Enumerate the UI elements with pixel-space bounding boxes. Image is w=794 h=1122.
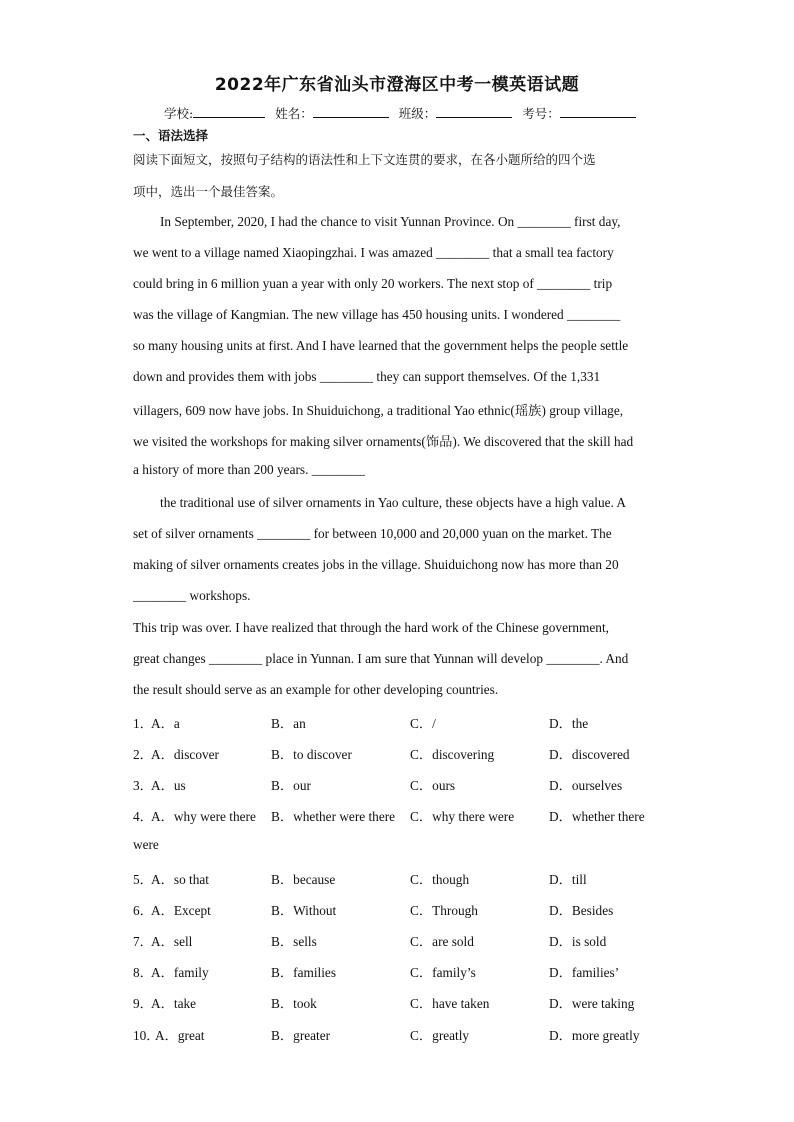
question-row — [133, 775, 673, 795]
option-d[interactable]: D．is sold — [549, 934, 607, 949]
passage-line: so many housing units at first. And I have learned that the government helps the people settle — [133, 338, 629, 353]
school-label: 学校: — [164, 106, 194, 121]
option-b[interactable]: B．Without — [271, 903, 337, 918]
question-number: 5． — [133, 872, 153, 887]
passage-line: This trip was over. I have realized that through the hard work of the Chinese government, — [133, 620, 609, 635]
question-row — [133, 744, 673, 764]
question-number: 1． — [133, 716, 153, 731]
option-b[interactable]: B．sells — [271, 934, 317, 949]
option-b[interactable]: B．because — [271, 872, 336, 887]
option-a[interactable]: A．family — [151, 965, 209, 980]
option-d[interactable]: D．Besides — [549, 903, 614, 918]
option-b[interactable]: B．took — [271, 996, 317, 1011]
passage-line: In September, 2020, I had the chance to visit Yunnan Province. On ________ first day, — [160, 214, 621, 229]
question-number: 8． — [133, 965, 153, 980]
option-a[interactable]: A．discover — [151, 747, 219, 762]
question-number: 4． — [133, 809, 153, 824]
student-info-fields — [164, 104, 642, 122]
option-c[interactable]: C．family’s — [410, 965, 476, 980]
option-a[interactable]: A．us — [151, 778, 186, 793]
option-c[interactable]: C．discovering — [410, 747, 495, 762]
passage-line: great changes ________ place in Yunnan. I am sure that Yunnan will develop ________. And — [133, 651, 629, 666]
page-title: 2022年广东省汕头市澄海区中考一模英语试题 — [214, 75, 580, 95]
option-d[interactable]: D．more greatly — [549, 1028, 640, 1043]
passage-line: villagers, 609 now have jobs. In Shuiduichong, a traditional Yao ethnic(瑶族) group village, — [133, 403, 624, 418]
option-d[interactable]: D．till — [549, 872, 587, 887]
option-b[interactable]: B．whether were there — [271, 809, 396, 824]
passage-line: ________ workshops. — [133, 588, 251, 603]
question-row — [133, 931, 673, 951]
exam-no-field[interactable] — [560, 105, 636, 118]
school-field[interactable] — [193, 105, 265, 118]
option-c[interactable]: C．greatly — [410, 1028, 470, 1043]
passage-line: the traditional use of silver ornaments in Yao culture, these objects have a high value. A — [160, 495, 627, 510]
option-d[interactable]: D．ourselves — [549, 778, 623, 793]
option-b[interactable]: B．greater — [271, 1028, 331, 1043]
option-a[interactable]: A．Except — [151, 903, 211, 918]
question-row — [133, 993, 673, 1013]
option-d[interactable]: D．were taking — [549, 996, 635, 1011]
option-b[interactable]: B．families — [271, 965, 336, 980]
exam-no-label: 考号： — [522, 106, 560, 121]
question-row — [133, 713, 673, 733]
option-c[interactable]: C．/ — [410, 716, 436, 731]
question-number: 7． — [133, 934, 153, 949]
passage-line: down and provides them with jobs ________ they can support themselves. Of the 1,331 — [133, 369, 601, 384]
section-title: 一、语法选择 — [133, 128, 209, 143]
option-c[interactable]: C．have taken — [410, 996, 490, 1011]
question-number: 2． — [133, 747, 153, 762]
option-c[interactable]: C．Through — [410, 903, 478, 918]
passage-line: making of silver ornaments creates jobs in the village. Shuiduichong now has more than 20 — [133, 557, 619, 572]
passage-line: could bring in 6 million yuan a year with only 20 workers. The next stop of ________ trip — [133, 276, 613, 291]
name-label: 姓名： — [275, 106, 313, 121]
option-a[interactable]: A．sell — [151, 934, 193, 949]
option-c[interactable]: C．why there were — [410, 809, 515, 824]
option-d[interactable]: D．families’ — [549, 965, 620, 980]
class-field[interactable] — [436, 105, 512, 118]
option-a[interactable]: A．great — [155, 1028, 205, 1043]
option-c[interactable]: C．though — [410, 872, 470, 887]
passage-line: we went to a village named Xiaopingzhai. I was amazed ________ that a small tea factory — [133, 245, 614, 260]
question-row — [133, 962, 673, 982]
question-number: 6． — [133, 903, 153, 918]
option-a[interactable]: A．take — [151, 996, 197, 1011]
passage-line: a history of more than 200 years. ________ — [133, 462, 365, 477]
option-d[interactable]: D．discovered — [549, 747, 630, 762]
instruction-line: 项中，选出一个最佳答案。 — [133, 184, 284, 199]
question-number: 3． — [133, 778, 153, 793]
option-d[interactable]: D．the — [549, 716, 589, 731]
question-row — [133, 1025, 673, 1045]
option-a[interactable]: A．why were there — [151, 809, 256, 824]
option-b[interactable]: B．to discover — [271, 747, 352, 762]
option-c[interactable]: C．ours — [410, 778, 456, 793]
option-a[interactable]: A．a — [151, 716, 180, 731]
option-a[interactable]: A．so that — [151, 872, 209, 887]
passage-line: the result should serve as an example for other developing countries. — [133, 682, 499, 697]
passage-line: was the village of Kangmian. The new village has 450 housing units. I wondered ________ — [133, 307, 621, 322]
option-b[interactable]: B．an — [271, 716, 306, 731]
question-row — [133, 806, 673, 826]
name-field[interactable] — [313, 105, 389, 118]
option-continuation: were — [133, 837, 159, 852]
class-label: 班级： — [398, 106, 437, 121]
option-c[interactable]: C．are sold — [410, 934, 474, 949]
question-row — [133, 869, 673, 889]
question-number: 9． — [133, 996, 153, 1011]
passage-line: set of silver ornaments ________ for between 10,000 and 20,000 yuan on the market. The — [133, 526, 612, 541]
option-b[interactable]: B．our — [271, 778, 311, 793]
option-d[interactable]: D．whether there — [549, 809, 645, 824]
passage-line: we visited the workshops for making silver ornaments(饰品). We discovered that the skill had — [133, 434, 634, 449]
instruction-line: 阅读下面短文，按照句子结构的语法性和上下文连贯的要求，在各小题所给的四个选 — [133, 152, 596, 167]
question-number: 10． — [133, 1028, 160, 1043]
question-row — [133, 900, 673, 920]
